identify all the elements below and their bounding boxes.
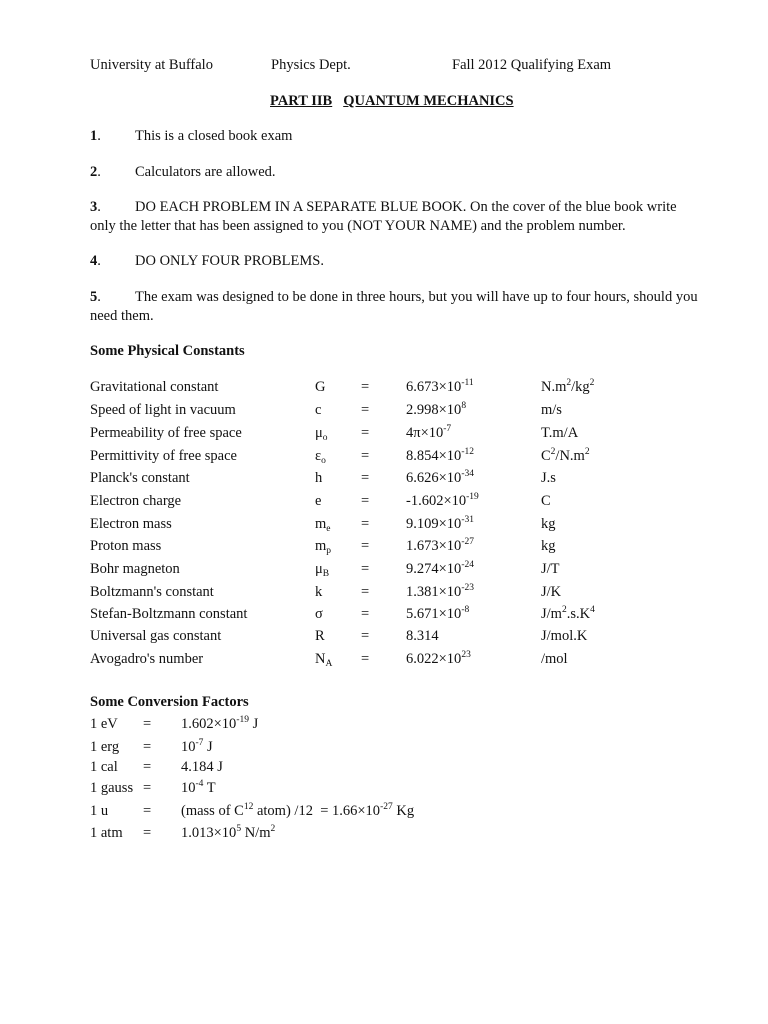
constant-name: Proton mass bbox=[90, 538, 162, 554]
constant-unit: J/K bbox=[541, 584, 562, 600]
constant-symbol: $m_e$ bbox=[315, 516, 331, 534]
equals-sign: = bbox=[143, 716, 152, 732]
constant-value: $2.998\times 10^8$ bbox=[406, 401, 467, 418]
constant-row bbox=[0, 469, 768, 487]
constant-name: Bohr magneton bbox=[90, 561, 180, 577]
constant-symbol: $\mu_B$ bbox=[315, 561, 330, 579]
rule-item: 2. Calculators are allowed. bbox=[90, 164, 276, 180]
equals-sign: = bbox=[361, 379, 370, 395]
header-exam: Fall 2012 Qualifying Exam bbox=[452, 57, 612, 73]
rule-item: 5. The exam was designed to be done in three hours, but you will have up to four hours, should you need them. bbox=[90, 289, 698, 324]
factor-row bbox=[0, 824, 768, 842]
equals-sign: = bbox=[361, 606, 370, 622]
factor-unit: 1 cal bbox=[90, 759, 118, 775]
factor-row bbox=[0, 738, 768, 756]
equals-sign: = bbox=[361, 448, 370, 464]
equals-sign: = bbox=[361, 493, 370, 509]
constant-name: Gravitational constant bbox=[90, 379, 219, 395]
constant-symbol: σ bbox=[315, 606, 323, 622]
factor-value: $10^{-7}$ J bbox=[181, 738, 213, 755]
constant-row bbox=[0, 627, 768, 645]
constant-row bbox=[0, 447, 768, 465]
constant-row bbox=[0, 401, 768, 419]
constant-unit: $C^2/N.m^2$ bbox=[541, 447, 590, 464]
constant-unit: kg bbox=[541, 516, 556, 532]
header-university: University at Buffalo bbox=[90, 57, 213, 73]
constant-row bbox=[0, 492, 768, 510]
constant-value: $9.274\times 10^{-24}$ bbox=[406, 560, 474, 577]
factor-unit: 1 u bbox=[90, 803, 109, 819]
factor-unit: 1 gauss bbox=[90, 780, 134, 796]
constant-row bbox=[0, 560, 768, 578]
constant-row bbox=[0, 650, 768, 668]
factor-row bbox=[0, 779, 768, 797]
constant-symbol: $\mu_o$ bbox=[315, 425, 328, 443]
constant-name: Permittivity of free space bbox=[90, 448, 237, 464]
constant-value: $1.673\times 10^{-27}$ bbox=[406, 537, 474, 554]
constant-name: Electron charge bbox=[90, 493, 182, 509]
factor-unit: 1 eV bbox=[90, 716, 118, 732]
factor-value: $1.013\times 10^5$ $N/m^2$ bbox=[181, 824, 276, 841]
header-department: Physics Dept. bbox=[271, 57, 351, 73]
equals-sign: = bbox=[143, 739, 152, 755]
constant-name: Speed of light in vacuum bbox=[90, 402, 236, 418]
constant-row bbox=[0, 583, 768, 601]
constant-symbol: e bbox=[315, 493, 322, 509]
rule-text: This is a closed book exam bbox=[135, 128, 293, 144]
constant-symbol: k bbox=[315, 584, 323, 600]
rule-number: 3 bbox=[90, 199, 98, 215]
factors-heading: Some Conversion Factors bbox=[90, 694, 249, 710]
constant-unit: J.s bbox=[541, 470, 556, 486]
constant-name: Avogadro's number bbox=[90, 651, 204, 667]
subject-label: QUANTUM MECHANICS bbox=[343, 93, 514, 109]
constant-unit: m/s bbox=[541, 402, 562, 418]
constant-name: Planck's constant bbox=[90, 470, 190, 486]
constant-value: $9.109\times 10^{-31}$ bbox=[406, 515, 474, 532]
constant-name: Electron mass bbox=[90, 516, 172, 532]
constant-unit: J/T bbox=[541, 561, 560, 577]
constant-unit: J/mol.K bbox=[541, 628, 588, 644]
part-title bbox=[270, 92, 514, 110]
equals-sign: = bbox=[143, 825, 152, 841]
constant-value: $1.381\times 10^{-23}$ bbox=[406, 583, 474, 600]
equals-sign: = bbox=[143, 780, 152, 796]
equals-sign: = bbox=[361, 425, 370, 441]
constant-row bbox=[0, 537, 768, 555]
constant-value: $-1.602\times 10^{-19}$ bbox=[406, 492, 479, 509]
equals-sign: = bbox=[361, 402, 370, 418]
factor-row bbox=[0, 715, 768, 733]
rule-item: 1. This is a closed book exam bbox=[90, 128, 293, 144]
constant-unit: C bbox=[541, 493, 551, 509]
constant-name: Boltzmann's constant bbox=[90, 584, 214, 600]
equals-sign: = bbox=[361, 516, 370, 532]
rule-text: The exam was designed to be done in three hours, but you will have up to four hours, should you need them. bbox=[90, 289, 698, 324]
constant-row bbox=[0, 378, 768, 396]
equals-sign: = bbox=[361, 470, 370, 486]
constants-heading: Some Physical Constants bbox=[90, 343, 245, 359]
constant-row bbox=[0, 515, 768, 533]
constant-value: $5.671\times 10^{-8}$ bbox=[406, 605, 470, 622]
constant-value: $6.626\times 10^{-34}$ bbox=[406, 469, 474, 486]
constant-symbol: R bbox=[315, 628, 325, 644]
equals-sign: = bbox=[361, 538, 370, 554]
rule-number: 5 bbox=[90, 289, 98, 305]
constant-symbol: $\varepsilon_o$ bbox=[315, 448, 326, 466]
rule-number: 4 bbox=[90, 253, 98, 269]
constant-name: Stefan-Boltzmann constant bbox=[90, 606, 248, 622]
part-label: PART IIB bbox=[270, 93, 333, 109]
constant-unit: $N.m^2/kg^2$ bbox=[541, 378, 595, 395]
factor-row bbox=[0, 758, 768, 776]
constant-unit: kg bbox=[541, 538, 556, 554]
constant-unit: T.m/A bbox=[541, 425, 579, 441]
constant-value: 8.314 bbox=[406, 628, 439, 644]
constant-symbol: $m_p$ bbox=[315, 538, 332, 556]
equals-sign: = bbox=[361, 651, 370, 667]
equals-sign: = bbox=[143, 759, 152, 775]
factor-value: $1.602\times 10^{-19}$ J bbox=[181, 715, 259, 732]
factor-value: $10^{-4}$ T bbox=[181, 779, 216, 796]
constant-value: $6.673\times 10^{-11}$ bbox=[406, 378, 474, 395]
constant-symbol: $N_A$ bbox=[315, 651, 333, 669]
rule-item: 4. DO ONLY FOUR PROBLEMS. bbox=[90, 253, 324, 269]
constant-value: $4\pi\times 10^{-7}$ bbox=[406, 424, 452, 441]
constant-symbol: h bbox=[315, 470, 323, 486]
rule-number: 1 bbox=[90, 128, 98, 144]
constant-symbol: c bbox=[315, 402, 322, 418]
equals-sign: = bbox=[143, 803, 152, 819]
constant-name: Permeability of free space bbox=[90, 425, 242, 441]
rule-number: 2 bbox=[90, 164, 98, 180]
factor-unit: 1 atm bbox=[90, 825, 123, 841]
constant-value: $6.022\times 10^{23}$ bbox=[406, 650, 471, 667]
rule-text: DO EACH PROBLEM IN A SEPARATE BLUE BOOK. On the cover of the blue book write only the letter that has been assigned to you (NOT YOUR NAME) and the problem number. bbox=[90, 199, 677, 234]
constant-name: Universal gas constant bbox=[90, 628, 222, 644]
factor-row bbox=[0, 802, 768, 820]
rule-text: DO ONLY FOUR PROBLEMS. bbox=[135, 253, 324, 269]
factor-unit: 1 erg bbox=[90, 739, 120, 755]
constant-row bbox=[0, 605, 768, 623]
equals-sign: = bbox=[361, 628, 370, 644]
constant-unit: $J/m^2.s.K^4$ bbox=[541, 605, 595, 622]
factor-value: (mass of $C^{12}$ atom) $/12 = 1.66\times 10^{-27}$ Kg bbox=[181, 802, 415, 819]
rule-text: Calculators are allowed. bbox=[135, 164, 276, 180]
constant-unit: /mol bbox=[541, 651, 568, 667]
constant-value: $8.854\times 10^{-12}$ bbox=[406, 447, 474, 464]
equals-sign: = bbox=[361, 561, 370, 577]
constant-row bbox=[0, 424, 768, 442]
equals-sign: = bbox=[361, 584, 370, 600]
rule-item: 3. DO EACH PROBLEM IN A SEPARATE BLUE BOOK. On the cover of the blue book write only the letter that has been assigned to you (NOT YOUR NAME) and the problem number. bbox=[90, 199, 677, 234]
constant-symbol: G bbox=[315, 379, 326, 395]
factor-value: 4.184 J bbox=[181, 759, 223, 775]
